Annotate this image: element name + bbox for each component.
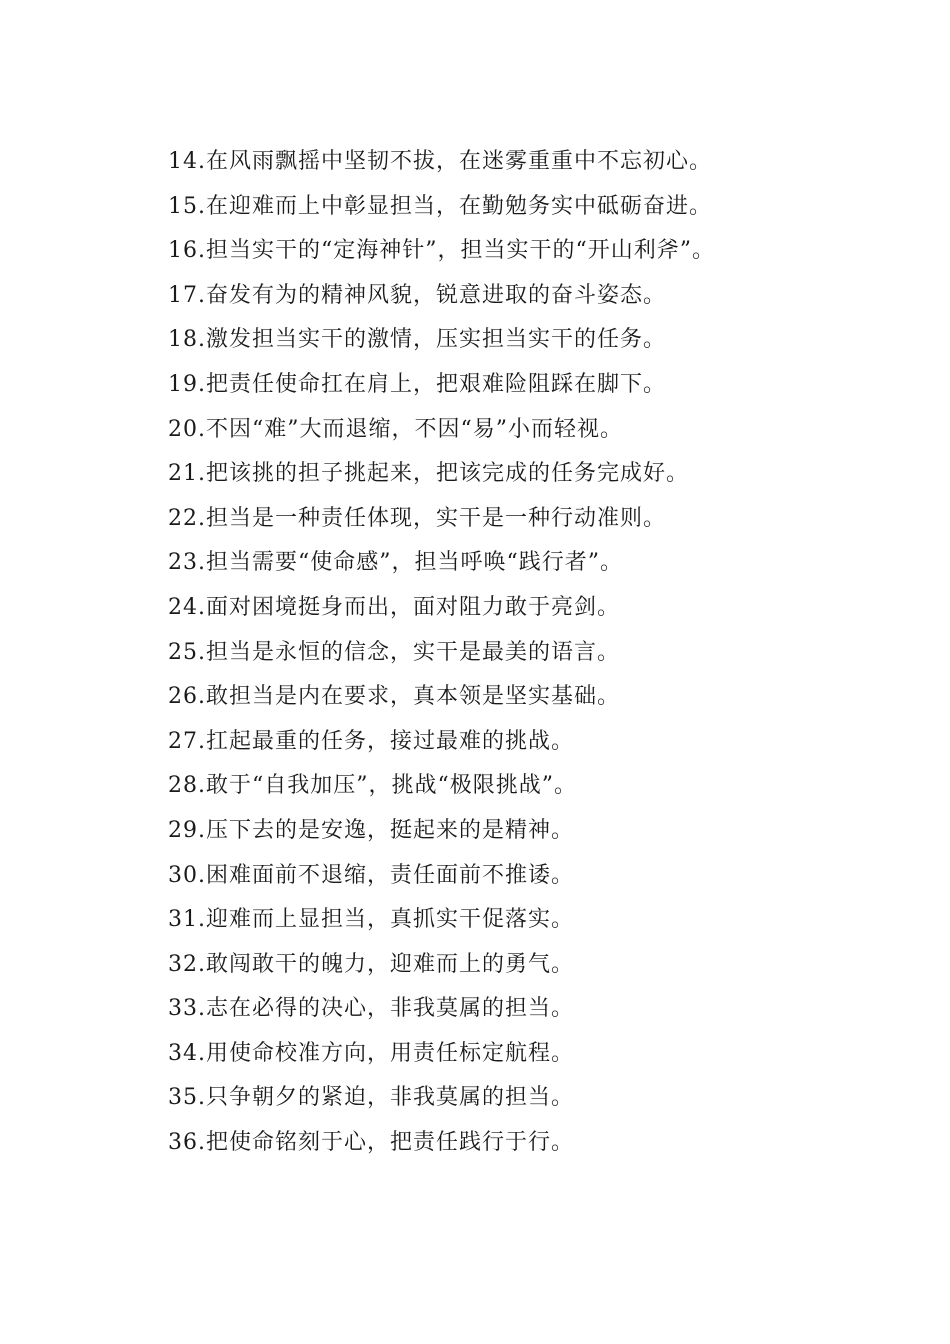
list-item: 22.担当是一种责任体现，实干是一种行动准则。 <box>168 505 666 531</box>
list-item: 28.敢于“自我加压”，挑战“极限挑战”。 <box>168 773 577 799</box>
list-item: 34.用使命校准方向，用责任标定航程。 <box>168 1040 574 1066</box>
list-item: 30.困难面前不退缩，责任面前不推诿。 <box>168 862 574 888</box>
list-item: 17.奋发有为的精神风貌，锐意进取的奋斗姿态。 <box>168 282 666 308</box>
list-item: 27.扛起最重的任务，接过最难的挑战。 <box>168 728 574 754</box>
list-item: 32.敢闯敢干的魄力，迎难而上的勇气。 <box>168 951 574 977</box>
list-item: 21.把该挑的担子挑起来，把该完成的任务完成好。 <box>168 461 689 487</box>
list-item: 18.激发担当实干的激情，压实担当实干的任务。 <box>168 327 666 353</box>
list-item: 26.敢担当是内在要求，真本领是坚实基础。 <box>168 684 620 710</box>
list-item: 24.面对困境挺身而出，面对阻力敢于亮剑。 <box>168 594 620 620</box>
list-item: 19.把责任使命扛在肩上，把艰难险阻踩在脚下。 <box>168 371 666 397</box>
list-item: 20.不因“难”大而退缩，不因“易”小而轻视。 <box>168 416 623 442</box>
list-item: 31.迎难而上显担当，真抓实干促落实。 <box>168 907 574 933</box>
list-item: 35.只争朝夕的紧迫，非我莫属的担当。 <box>168 1085 574 1111</box>
numbered-list <box>168 140 868 1166</box>
list-item: 29.压下去的是安逸，挺起来的是精神。 <box>168 817 574 843</box>
list-item: 33.志在必得的决心，非我莫属的担当。 <box>168 996 574 1022</box>
list-item: 25.担当是永恒的信念，实干是最美的语言。 <box>168 639 620 665</box>
list-item: 15.在迎难而上中彰显担当，在勤勉务实中砥砺奋进。 <box>168 193 712 219</box>
list-item: 14.在风雨飘摇中坚韧不拔，在迷雾重重中不忘初心。 <box>168 149 712 174</box>
list-item: 23.担当需要“使命感”，担当呼唤“践行者”。 <box>168 550 623 576</box>
list-item: 36.把使命铭刻于心，把责任践行于行。 <box>168 1130 574 1156</box>
list-item: 16.担当实干的“定海神针”，担当实干的“开山利斧”。 <box>168 238 715 264</box>
